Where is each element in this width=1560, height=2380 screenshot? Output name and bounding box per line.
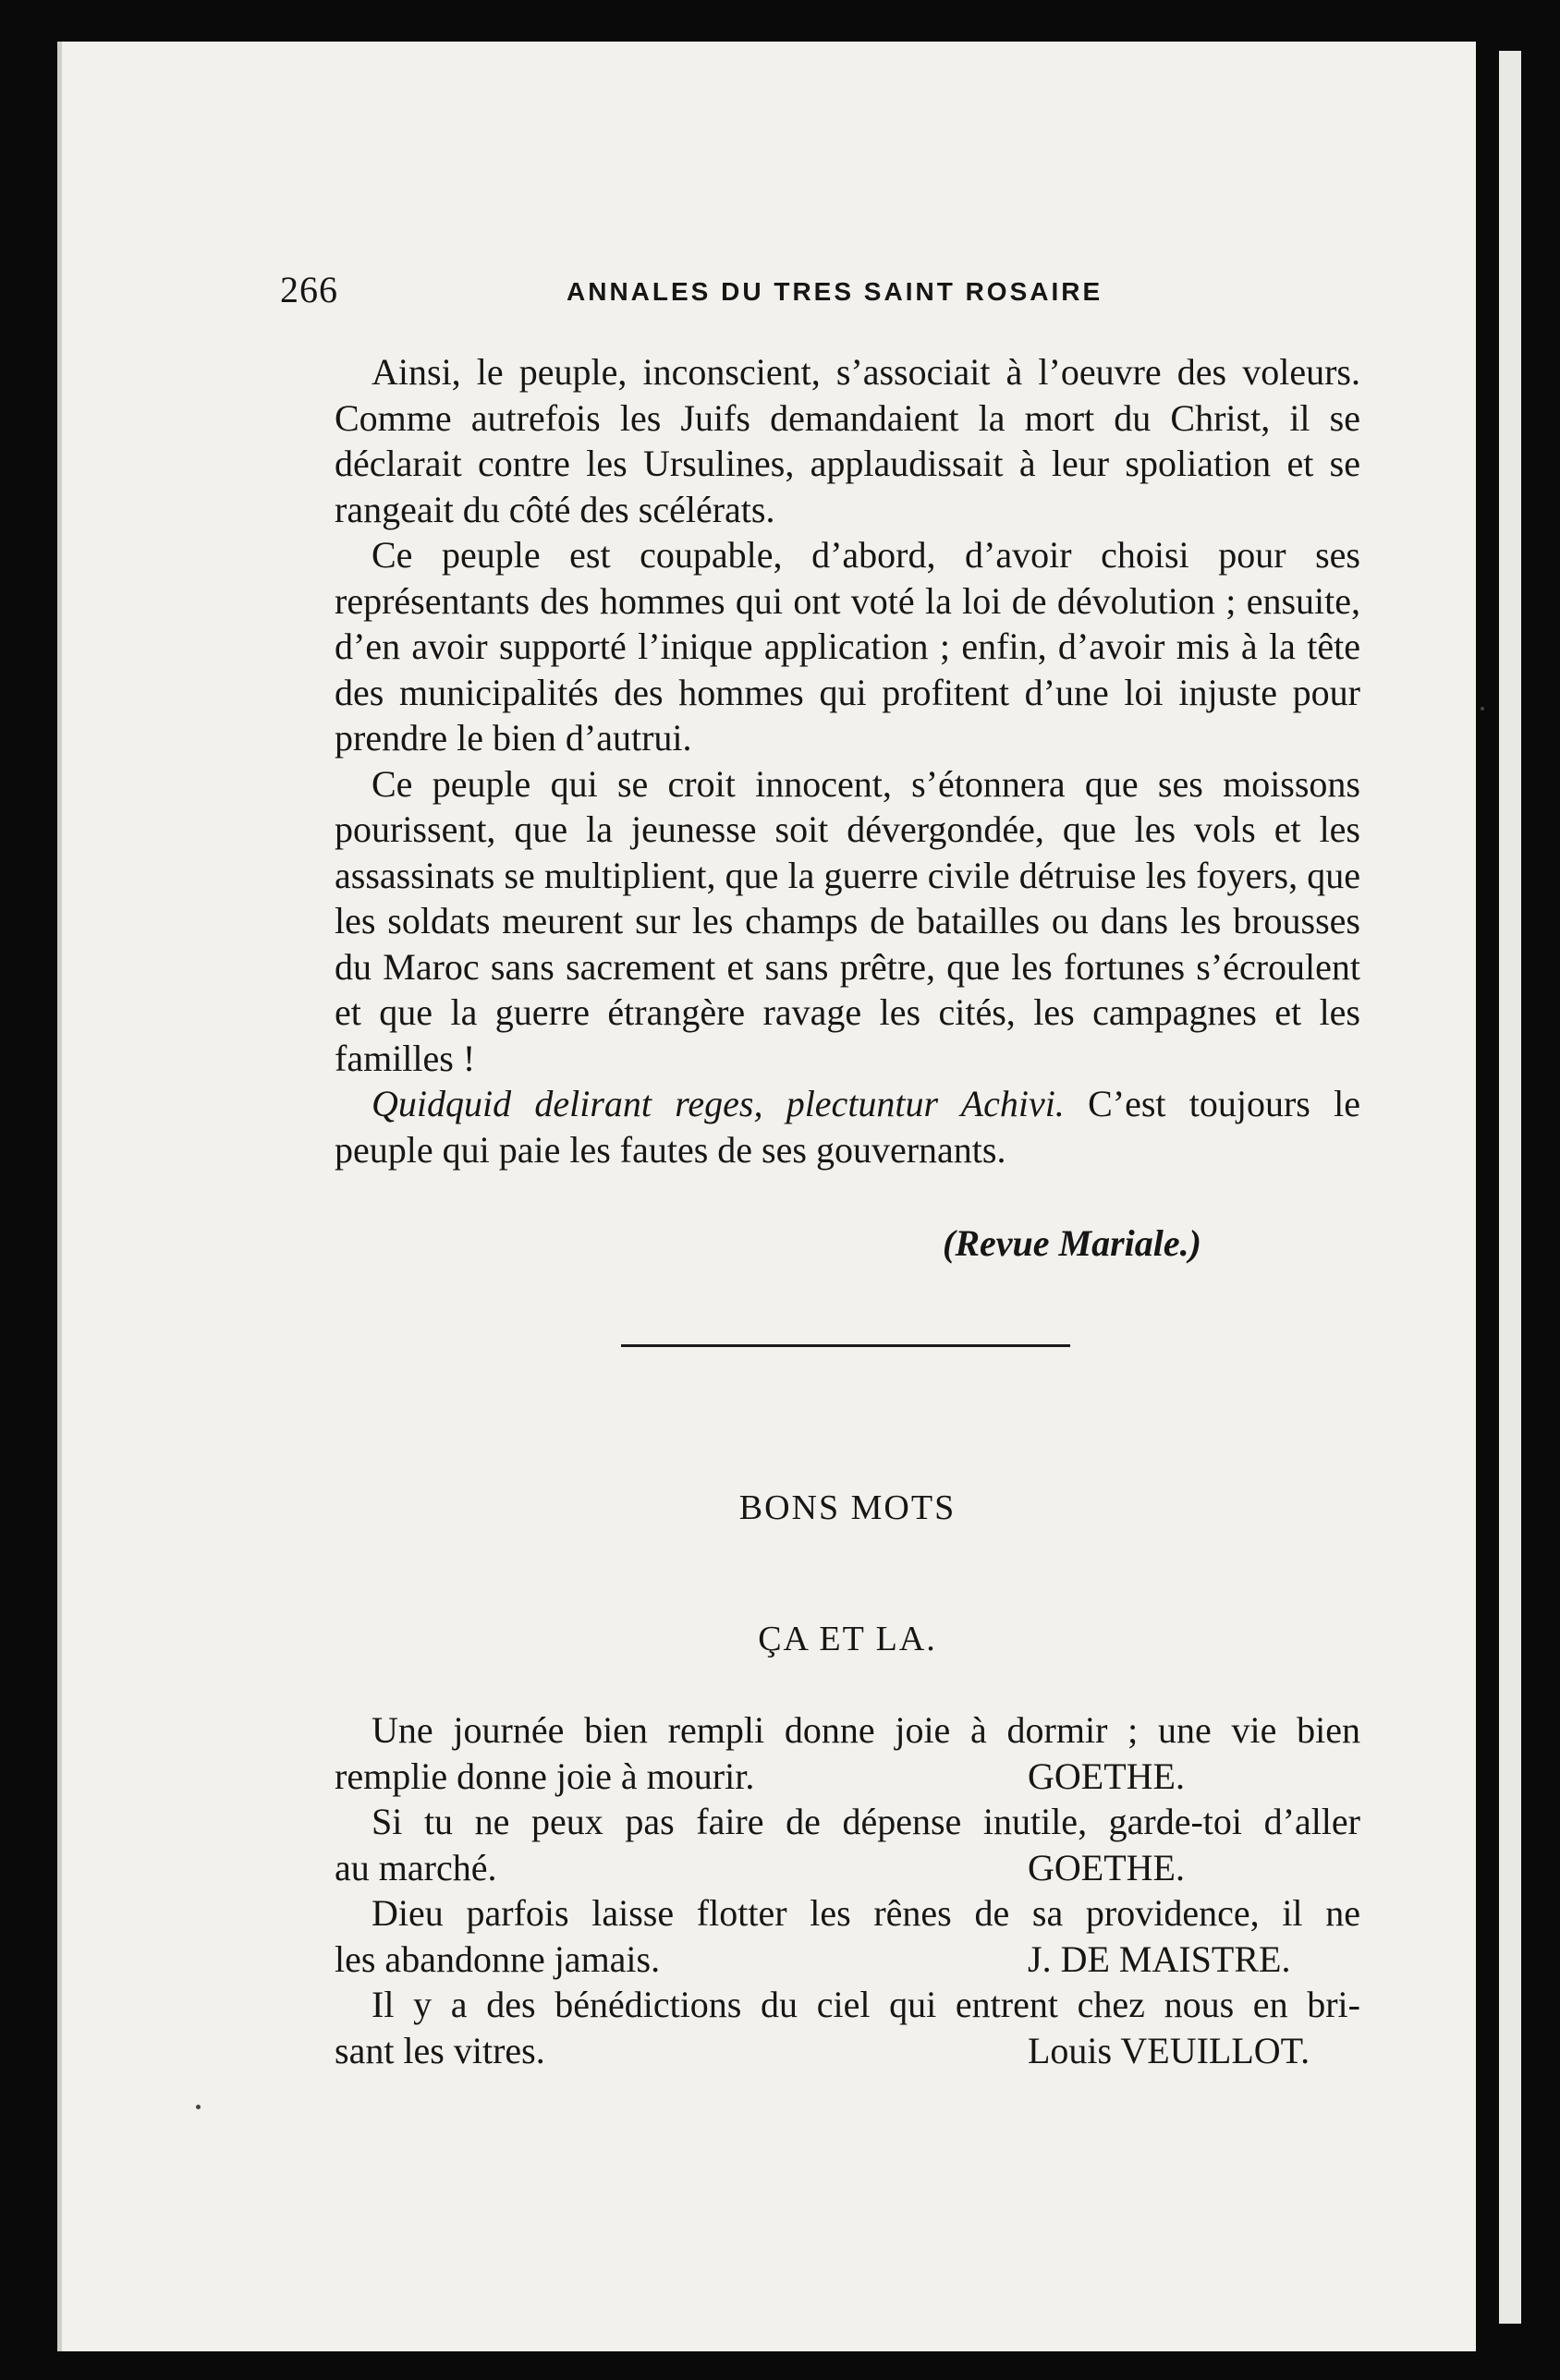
saying [335,1707,1360,1799]
latin-quote: Quidquid delirant reges, plectuntur Achivi. [372,1083,1065,1124]
paragraph: Ce peuple est coupable, d’abord, d’avoir choisi pour ses représentants des hommes qui ont voté la loi de dévolution ; ensuite, d’en avoir supporté l’inique application ; enfin, d’avoir mis à la tête des municipalités des hommes qui profitent d’une loi injuste pour prendre le bien d’autrui. [335,534,1360,759]
saying-line: Si tu ne peux pas faire de dépense inutile, garde-toi d’aller [372,1801,1360,1842]
section-divider [621,1344,1070,1347]
saying-line: remplie donne joie à mourir. [335,1755,755,1797]
article-body [335,349,1360,1172]
saying-author: Louis VEUILLOT. [1028,2029,1310,2071]
saying-line: Dieu parfois laisse flotter les rênes de sa providence, il ne [372,1892,1360,1934]
running-title: ANNALES DU TRES SAINT ROSAIRE [567,277,1103,306]
section-title: BONS MOTS [738,1488,957,1527]
saying-author: GOETHE. [1028,1755,1185,1797]
page-number: 266 [280,269,338,310]
saying-last-line [335,1754,1360,1800]
saying [335,1890,1360,1982]
saying-line: sant les vitres. [335,2029,545,2071]
saying [335,1982,1360,2073]
source-attribution: (Revue Mariale.) [943,1222,1201,1264]
section-subtitle: ÇA ET LA. [758,1620,937,1658]
saying-last-line [335,1845,1360,1891]
saying-line: Une journée bien rempli donne joie à dormir ; une vie bien [372,1709,1360,1751]
sayings-list [335,1707,1360,2073]
saying-line: Il y a des bénédictions du ciel qui entrent chez nous en bri- [372,1984,1360,2025]
saying [335,1799,1360,1890]
closing-paragraph [335,1081,1360,1172]
scan-speck [196,2105,201,2109]
saying-author: J. DE MAISTRE. [1028,1937,1291,1980]
closing-text: C’est toujours le peuple qui paie les fautes de ses gouvernants. [335,1083,1360,1171]
next-page-edge [1499,51,1521,2324]
running-header [280,268,1287,323]
saying-last-line [335,2028,1360,2074]
scan-speck [1481,707,1484,710]
paragraph: Ce peuple qui se croit innocent, s’étonnera que ses moissons pourissent, que la jeunesse soit dévergondée, que les vols et les assassinats se multiplient, que la guerre civile détruise les foyers, que les soldats meurent sur les champs de batailles ou dans les brousses du Maroc sans sacrement et sans prêtre, que les fortunes s’écroulent et que la guerre étrangère ravage les cités, les campagnes et les familles ! [335,762,1360,1079]
saying-line: les abandonne jamais. [335,1937,661,1980]
saying-line: au marché. [335,1846,497,1888]
paragraph: Ainsi, le peuple, inconscient, s’associait à l’oeuvre des voleurs. Comme autrefois les Juifs demandaient la mort du Christ, il se déclarait contre les Ursulines, applaudissait à leur spoliation et se rangeait du côté des scélérats. [335,351,1360,530]
saying-last-line [335,1937,1360,1983]
saying-author: GOETHE. [1028,1846,1185,1888]
